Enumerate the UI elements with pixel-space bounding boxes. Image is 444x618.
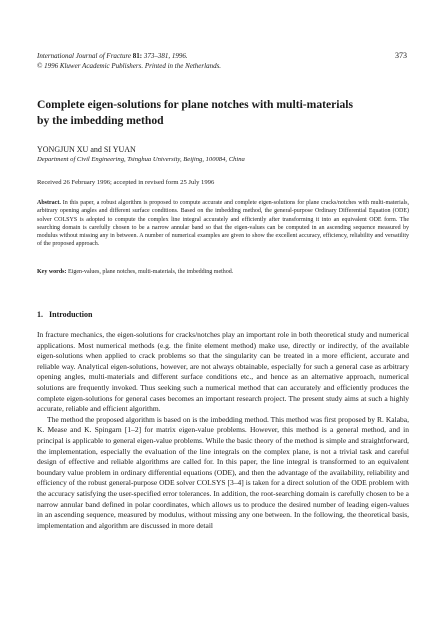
paper-title-line-2: by the imbedding method: [37, 114, 164, 127]
body-paragraph-2: The method the proposed algorithm is based on is the imbedding method. This method was first proposed by R. Kalaba, K. Mease and K. Spingarn [1–2] for matrix eigen-value problems. However, this method is a general method, and in principal is applicable to general eigen-value problems. While the basic theory of the method is simple and straightforward, the implementation, especially the evaluation of the line integrals on the complex plane, is not a trivial task and careful design of effective and reliable algorithms are called for. In this paper, the line integral is transformed to an equivalent boundary value problem in ordinary differential equations (ODE), and then the advantage of the availability, reliability and efficiency of the robust general-purpose ODE solver COLSYS [3–4] is taken for a direct solution of the ODE problem with the accuracy satisfying the user-specified error tolerances. In addition, the root-searching domain is carefully chosen to be a narrow annular band defined in polar coordinates, which allows us to produce the desired number of leading eigen-values in an ascending sequence, measured by modulus, without missing any one between. In the following, the theoretical basis, implementation and algorithm are discussed in more detail: [37, 414, 409, 530]
journal-citation-line: International Journal of Fracture 81: 373–381, 1996.: [37, 52, 188, 60]
section-heading: [37, 310, 92, 320]
received-date: Received 26 February 1996; accepted in revised form 25 July 1996: [37, 179, 215, 186]
journal-header: [37, 51, 337, 71]
body-text: [37, 330, 409, 531]
keywords-label: Key words:: [37, 269, 67, 275]
keywords-text: Eigen-values, plane notches, multi-materials, the imbedding method.: [66, 269, 234, 275]
abstract-text: In this paper, a robust algorithm is proposed to compute accurate and complete eigen-solutions for plane cracks/notches with multi-materials, arbitrary opening angles and different surface conditions. Based on the imbedding method, the general-purpose Ordinary Differential Equation (ODE) solver COLSYS is adopted to compute the complex line integral accurately and efficiently after transforming it into an equivalent ODE form. The searching domain is carefully chosen to be a narrow annular band so that the eigen-values can be computed in an ascending sequence measured by modulus without missing any in between. A number of numerical examples are given to show the excellent accuracy, efficiency, reliability and versatility of the proposed approach.: [37, 200, 409, 248]
journal-volume: 81:: [132, 52, 144, 60]
section-number: 1.: [37, 310, 43, 319]
author-list: YONGJUN XU and SI YUAN: [37, 145, 136, 154]
keywords: [37, 268, 409, 276]
abstract: [37, 199, 409, 249]
paper-title-line-1: Complete eigen-solutions for plane notches with multi-materials: [37, 98, 354, 111]
page-number: 373: [395, 51, 407, 60]
body-paragraph-1: In fracture mechanics, the eigen-solutions for cracks/notches play an important role in both theoretical study and numerical applications. Most numerical methods (e.g. the finite element method) make use, directly or indirectly, of the available eigen-solutions when applied to crack problems so that the singularity can be treated in a more efficient, accurate and reliable way. Analytical eigen-solutions, however, are not always obtainable, especially for such a general case as arbitrary opening angles, multi-materials and different surface conditions etc., and hence as an alternative approach, numerical solutions are frequently invoked. Thus seeking such a numerical method that can accurately and efficiently produces the complete eigen-solutions for general cases becomes an important research project. The present study aims at such a highly accurate, reliable and efficient algorithm.: [37, 330, 409, 414]
section-title: Introduction: [49, 310, 93, 319]
publisher-line: © 1996 Kluwer Academic Publishers. Printed in the Netherlands.: [37, 62, 222, 70]
paper-title: [37, 97, 417, 129]
abstract-label: Abstract.: [37, 200, 61, 206]
author-affiliation: Department of Civil Engineering, Tsinghua University, Beijing, 100084, China: [37, 156, 245, 163]
